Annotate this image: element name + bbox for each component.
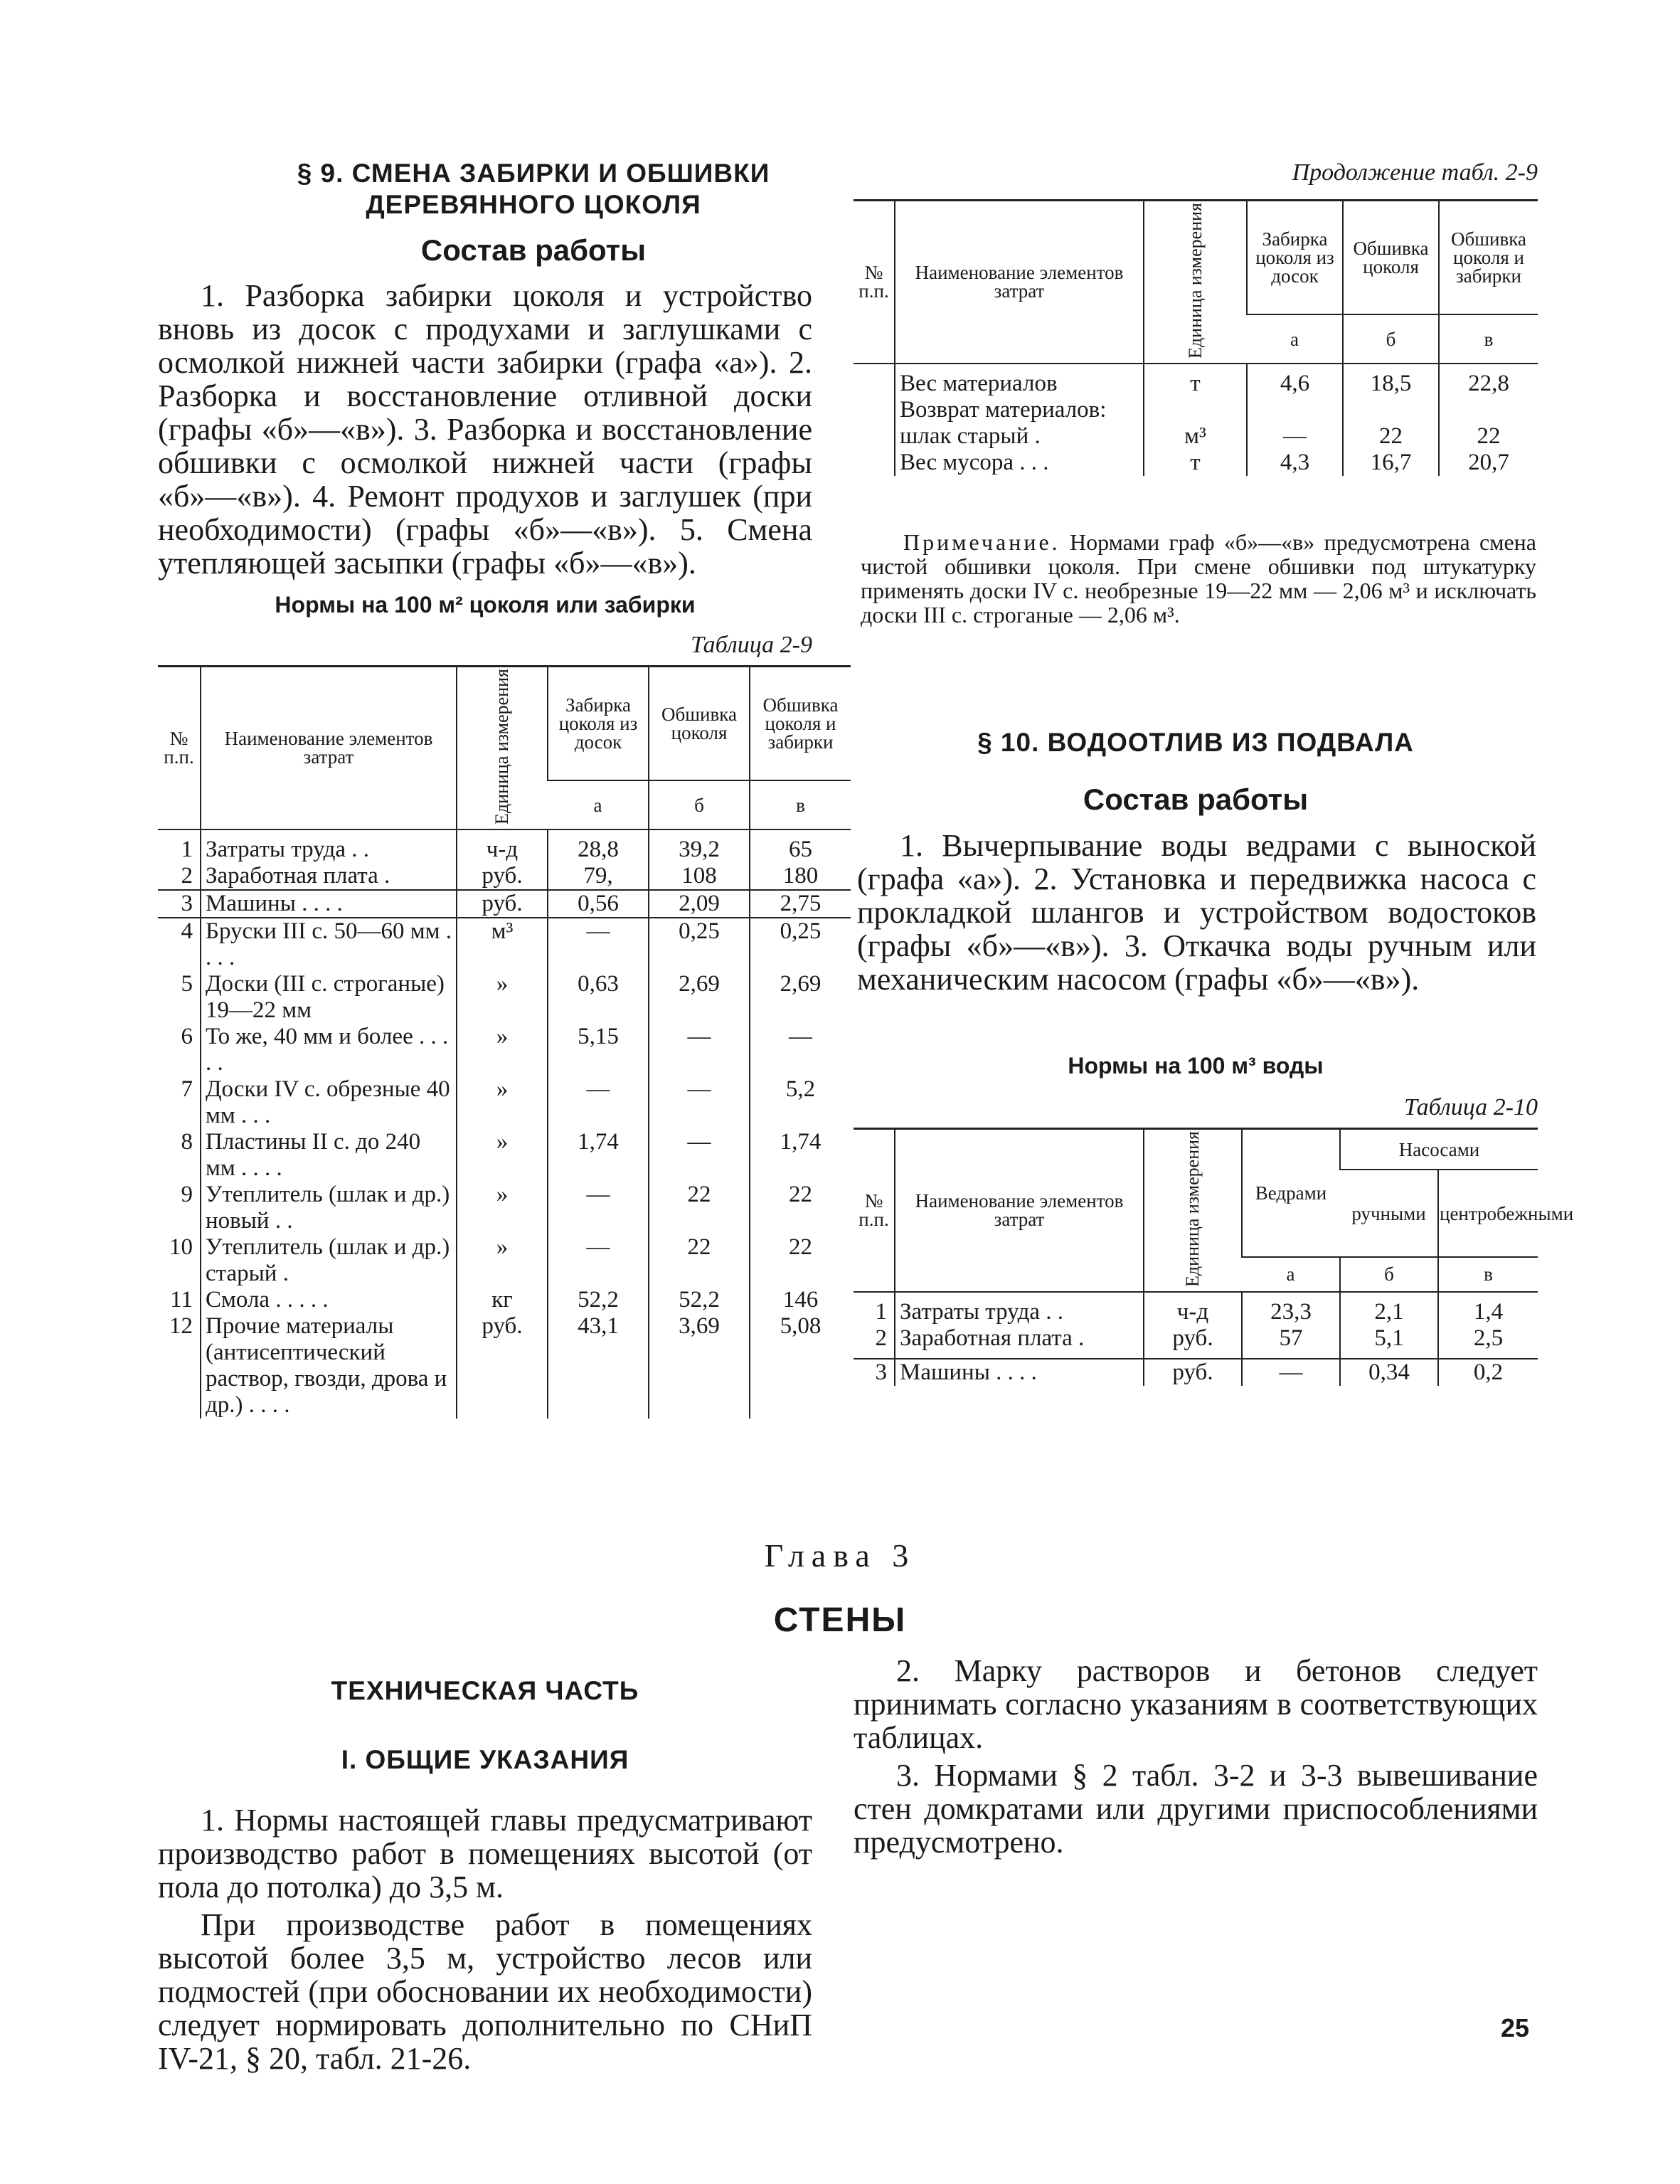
row-value-c: 2,69	[750, 971, 851, 1024]
row-number	[854, 450, 895, 476]
section10-work-paragraph: 1. Вычерпывание воды ведрами с выноской (графа «а»). 2. Установка и передвижка насоса с прокладкой шлангов и устройством водостоков (графы «б»—«в»). 3. Откачка воды ручным или механическим насосом (графы «б»—«в»).	[857, 828, 1536, 997]
row-name: Заработная плата .	[201, 863, 457, 890]
header-letter-c: в	[1439, 314, 1538, 364]
chapter-name: СТЕНЫ	[773, 1601, 907, 1639]
spacer-cell	[1242, 1292, 1340, 1299]
row-value-a: 0,56	[548, 890, 649, 918]
row-unit: ч-д	[457, 837, 548, 863]
row-number	[854, 397, 895, 423]
row-value-b: 0,34	[1340, 1359, 1438, 1386]
spacer-cell	[201, 829, 457, 837]
row-name: Прочие материалы (антисептический раствор, гвозди, дрова и др.) . . . .	[201, 1313, 457, 1419]
header-col-b: Обшивка цоколя	[1343, 201, 1439, 315]
spacer-cell	[854, 1292, 895, 1299]
row-unit: м³	[457, 918, 548, 971]
spacer-cell	[1144, 1292, 1242, 1299]
row-value-c: 0,25	[750, 918, 851, 971]
row-value-a: 0,63	[548, 971, 649, 1024]
section9-norms-title: Нормы на 100 м² цоколя или забирки	[275, 592, 696, 617]
row-number: 6	[181, 1023, 193, 1049]
table-row	[158, 918, 851, 971]
table-row	[158, 1182, 851, 1234]
row-number	[854, 371, 895, 397]
row-unit: руб.	[457, 1313, 548, 1419]
technical-part-title: ТЕХНИЧЕСКАЯ ЧАСТЬ	[331, 1676, 639, 1705]
row-value-c: 22	[750, 1234, 851, 1287]
table-row	[854, 1299, 1538, 1325]
table29cont-caption: Продолжение табл. 2-9	[1292, 159, 1538, 186]
row-unit: »	[457, 1024, 548, 1076]
general-instructions-title: I. ОБЩИЕ УКАЗАНИЯ	[341, 1745, 629, 1774]
row-value-c: 180	[750, 863, 851, 890]
row-value-a: 1,74	[548, 1129, 649, 1182]
row-unit: »	[457, 1129, 548, 1182]
row-value-c: 22	[750, 1182, 851, 1234]
table-row	[158, 1129, 851, 1182]
row-unit: руб.	[457, 890, 548, 918]
row-number: 12	[169, 1313, 193, 1339]
section10-work-title: Состав работы	[1083, 783, 1309, 816]
row-value-a: —	[548, 918, 649, 971]
row-value-b: 39,2	[649, 837, 750, 863]
header-unit	[1144, 201, 1247, 364]
row-value-a: 79,	[548, 863, 649, 890]
row-name: То же, 40 мм и более . . . . .	[201, 1024, 457, 1076]
table-row	[854, 450, 1538, 476]
table-row	[158, 1024, 851, 1076]
section9-title-line1: § 9. СМЕНА ЗАБИРКИ И ОБШИВКИ	[297, 159, 770, 188]
header-number: № п.п.	[854, 1129, 895, 1292]
table29-caption: Таблица 2-9	[691, 632, 812, 658]
row-value-c: 5,2	[750, 1076, 851, 1129]
chapter3-right-text	[854, 1654, 1538, 1863]
table-row	[158, 890, 851, 918]
header-letter-c: в	[1438, 1257, 1538, 1292]
table-2-9-continued	[854, 199, 1538, 476]
row-number: 1	[181, 836, 193, 862]
table-row	[158, 971, 851, 1024]
header-number: № п.п.	[158, 667, 201, 829]
spacer-cell	[548, 829, 649, 837]
row-name: Машины . . . .	[201, 890, 457, 918]
header-name: Наименование элементов затрат	[201, 667, 457, 829]
table-2-10	[854, 1128, 1574, 1386]
row-value-b	[1343, 397, 1439, 423]
chapter-label: Глава 3	[764, 1537, 916, 1574]
row-value-b: 22	[1343, 423, 1439, 450]
row-value-a: 5,15	[548, 1024, 649, 1076]
row-name: Утеплитель (шлак и др.) новый . .	[201, 1182, 457, 1234]
section10-work-text	[857, 829, 1536, 1000]
row-unit: »	[457, 1182, 548, 1234]
row-name: Затраты труда . .	[201, 837, 457, 863]
row-value-a: —	[548, 1182, 649, 1234]
row-name: Доски IV с. обрезные 40 мм . . .	[201, 1076, 457, 1129]
spacer-cell	[649, 829, 750, 837]
row-unit: руб.	[1144, 1325, 1242, 1352]
row-unit: »	[457, 971, 548, 1024]
header-col-c: центробежными	[1438, 1170, 1538, 1257]
spacer-cell	[854, 1352, 895, 1359]
row-value-c: 2,75	[750, 890, 851, 918]
header-col-a: Забирка цоколя из досок	[548, 667, 649, 781]
table-row	[158, 837, 851, 863]
spacer-cell	[1438, 1292, 1538, 1299]
header-letter-b: б	[1343, 314, 1439, 364]
row-value-b: 52,2	[649, 1287, 750, 1313]
table-row	[854, 371, 1538, 397]
row-value-a: —	[1247, 423, 1343, 450]
spacer-cell	[457, 829, 548, 837]
section9-title-line2: ДЕРЕВЯННОГО ЦОКОЛЯ	[366, 190, 701, 219]
section10-norms-title: Нормы на 100 м³ воды	[1068, 1053, 1324, 1078]
row-number: 1	[875, 1298, 887, 1325]
row-value-c: 20,7	[1439, 450, 1538, 476]
row-value-b: 18,5	[1343, 371, 1439, 397]
row-number: 4	[158, 918, 201, 971]
row-number: 5	[181, 970, 193, 997]
table-row	[854, 397, 1538, 423]
header-col-a: Забирка цоколя из досок	[1247, 201, 1343, 315]
header-letter-c: в	[750, 780, 851, 829]
row-value-b: 3,69	[649, 1313, 750, 1419]
row-name: Вес материалов	[895, 371, 1144, 397]
row-number: 9	[181, 1181, 193, 1207]
row-value-a	[1247, 397, 1343, 423]
header-unit	[457, 667, 548, 829]
table-spacer	[854, 364, 1538, 371]
table-row	[854, 1325, 1538, 1352]
row-value-c: 1,4	[1438, 1299, 1538, 1325]
row-unit: т	[1144, 371, 1247, 397]
spacer-cell	[158, 829, 201, 837]
row-unit: м³	[1144, 423, 1247, 450]
row-value-a: 23,3	[1242, 1299, 1340, 1325]
spacer-cell	[1343, 364, 1439, 371]
row-name: шлак старый .	[895, 423, 1144, 450]
row-name: Вес мусора . . .	[895, 450, 1144, 476]
row-value-c: —	[750, 1024, 851, 1076]
table-row	[854, 423, 1538, 450]
section9-title	[178, 158, 889, 221]
table-spacer	[854, 1292, 1538, 1299]
chapter3-paragraph-3: 2. Марку растворов и бетонов следует принимать согласно указаниям в соответствующих таблицах.	[854, 1653, 1538, 1755]
header-col-b: ручными	[1340, 1170, 1438, 1257]
row-value-c: 22,8	[1439, 371, 1538, 397]
spacer-cell	[1144, 364, 1247, 371]
row-value-b: 2,69	[649, 971, 750, 1024]
row-value-a: 43,1	[548, 1313, 649, 1419]
table-2-9	[158, 665, 851, 1419]
row-value-a: 28,8	[548, 837, 649, 863]
header-letter-b: б	[1340, 1257, 1438, 1292]
row-value-b: 2,09	[649, 890, 750, 918]
unit-header-label: Единица измерения	[491, 669, 512, 825]
spacer-cell	[854, 364, 895, 371]
row-value-b: 0,25	[649, 918, 750, 971]
row-value-a: —	[548, 1234, 649, 1287]
section10-title: § 10. ВОДООТЛИВ ИЗ ПОДВАЛА	[977, 728, 1414, 757]
header-letter-a: а	[1247, 314, 1343, 364]
row-value-b: 16,7	[1343, 450, 1439, 476]
row-value-a: 4,3	[1247, 450, 1343, 476]
row-value-c: 5,08	[750, 1313, 851, 1419]
chapter3-paragraph-2: При производстве работ в помещениях высотой более 3,5 м, устройство лесов или подмостей (при обосновании их необходимости) следует нормировать дополнительно по СНиП IV-21, § 20, табл. 21-26.	[158, 1907, 812, 2076]
row-number: 2	[875, 1325, 887, 1351]
table29-note	[861, 530, 1536, 627]
header-pumps: Насосами	[1340, 1129, 1538, 1170]
row-name: Пластины II с. до 240 мм . . . .	[201, 1129, 457, 1182]
header-letter-a: а	[1242, 1257, 1340, 1292]
row-number	[854, 423, 895, 450]
header-name: Наименование элементов затрат	[895, 201, 1144, 364]
header-col-c: Обшивка цоколя и забирки	[750, 667, 851, 781]
spacer-cell	[1144, 1352, 1242, 1359]
row-name: Утеплитель (шлак и др.) старый .	[201, 1234, 457, 1287]
spacer-cell	[750, 829, 851, 837]
chapter3-paragraph-4: 3. Нормами § 2 табл. 3-2 и 3-3 вывешивание стен домкратами или другими приспособлениями предусмотрено.	[854, 1758, 1538, 1860]
row-unit	[1144, 397, 1247, 423]
unit-header-label: Единица измерения	[1182, 1131, 1203, 1287]
row-value-a: —	[1242, 1359, 1340, 1386]
row-value-a: —	[548, 1076, 649, 1129]
chapter3-paragraph-1: 1. Нормы настоящей главы предусматривают производство работ в помещениях высотой (от пола до потолка) до 3,5 м.	[158, 1803, 812, 1904]
row-name: Заработная плата .	[895, 1325, 1144, 1352]
row-value-c	[1439, 397, 1538, 423]
row-number: 7	[181, 1076, 193, 1102]
row-name: Машины . . . .	[895, 1359, 1144, 1386]
row-number: 3	[854, 1359, 895, 1386]
row-number: 10	[169, 1234, 193, 1260]
table-row	[158, 1287, 851, 1313]
row-name: Затраты труда . .	[895, 1299, 1144, 1325]
spacer-cell	[1438, 1352, 1538, 1359]
spacer-cell	[895, 1352, 1144, 1359]
row-value-b: 22	[649, 1234, 750, 1287]
row-value-b: 5,1	[1340, 1325, 1438, 1352]
table-spacer	[854, 1352, 1538, 1359]
spacer-cell	[1340, 1352, 1438, 1359]
spacer-cell	[1439, 364, 1538, 371]
row-value-a: 4,6	[1247, 371, 1343, 397]
note-text: Нормами граф «б»—«в» предусмотрена смена чистой обшивки цоколя. При смене обшивки под штукатурку применять доски IV с. необрезные 19—22 мм — 2,06 м³ и исключать доски III с. строганые — 2,06 м³.	[861, 529, 1536, 627]
row-value-b: —	[649, 1024, 750, 1076]
row-unit: »	[457, 1076, 548, 1129]
row-unit: руб.	[457, 863, 548, 890]
row-value-b: —	[649, 1076, 750, 1129]
table-row	[158, 1313, 851, 1419]
table210-caption: Таблица 2-10	[1404, 1094, 1538, 1120]
row-unit: »	[457, 1234, 548, 1287]
header-col-a: Ведрами	[1242, 1129, 1340, 1257]
header-letter-a: а	[548, 780, 649, 829]
table-row	[158, 1234, 851, 1287]
spacer-cell	[1242, 1352, 1340, 1359]
row-value-b: 108	[649, 863, 750, 890]
row-number: 8	[181, 1128, 193, 1155]
header-col-c: Обшивка цоколя и забирки	[1439, 201, 1538, 315]
row-number: 11	[170, 1286, 193, 1313]
table-spacer	[158, 829, 851, 837]
row-name: Возврат материалов:	[895, 397, 1144, 423]
row-value-c: 0,2	[1438, 1359, 1538, 1386]
section9-work-title: Состав работы	[420, 233, 647, 267]
note-label: Примечание.	[903, 529, 1060, 555]
spacer-cell	[1247, 364, 1343, 371]
row-name: Бруски III с. 50—60 мм . . . .	[201, 918, 457, 971]
row-value-b: 22	[649, 1182, 750, 1234]
row-unit: ч-д	[1144, 1299, 1242, 1325]
row-value-c: 2,5	[1438, 1325, 1538, 1352]
section9-work-text	[158, 279, 812, 584]
row-unit: т	[1144, 450, 1247, 476]
row-value-b: 2,1	[1340, 1299, 1438, 1325]
header-unit	[1144, 1129, 1242, 1292]
row-unit: кг	[457, 1287, 548, 1313]
spacer-cell	[1340, 1292, 1438, 1299]
row-value-c: 22	[1439, 423, 1538, 450]
row-name: Смола . . . . .	[201, 1287, 457, 1313]
row-value-b: —	[649, 1129, 750, 1182]
chapter3-left-text	[158, 1803, 812, 2079]
header-name: Наименование элементов затрат	[895, 1129, 1144, 1292]
row-value-c: 146	[750, 1287, 851, 1313]
row-value-a: 52,2	[548, 1287, 649, 1313]
header-number: № п.п.	[854, 201, 895, 364]
page-number: 25	[1501, 2013, 1530, 2042]
section9-work-paragraph: 1. Разборка забирки цоколя и устройство вновь из досок с продухами и заглушками с осмолкой нижней части забирки (графа «а»). 2. Разборка и восстановление отливной доски (графы «б»—«в»). 3. Разборка и восстановление обшивки с осмолкой нижней части (графы «б»—«в»). 4. Ремонт продухов и заглушек (при необходимости) (графы «б»—«в»). 5. Смена утепляющей засыпки (графы «б»—«в»).	[158, 278, 812, 581]
row-number: 2	[181, 862, 193, 889]
row-value-a: 57	[1242, 1325, 1340, 1352]
row-name: Доски (III с. строганые) 19—22 мм	[201, 971, 457, 1024]
spacer-cell	[895, 364, 1144, 371]
header-letter-b: б	[649, 780, 750, 829]
table-row	[158, 1076, 851, 1129]
table-row	[158, 863, 851, 890]
row-number: 3	[158, 890, 201, 918]
header-col-b: Обшивка цоколя	[649, 667, 750, 781]
row-unit: руб.	[1144, 1359, 1242, 1386]
table-row	[854, 1359, 1538, 1386]
spacer-cell	[895, 1292, 1144, 1299]
row-value-c: 65	[750, 837, 851, 863]
row-value-c: 1,74	[750, 1129, 851, 1182]
unit-header-label: Единица измерения	[1184, 203, 1206, 359]
